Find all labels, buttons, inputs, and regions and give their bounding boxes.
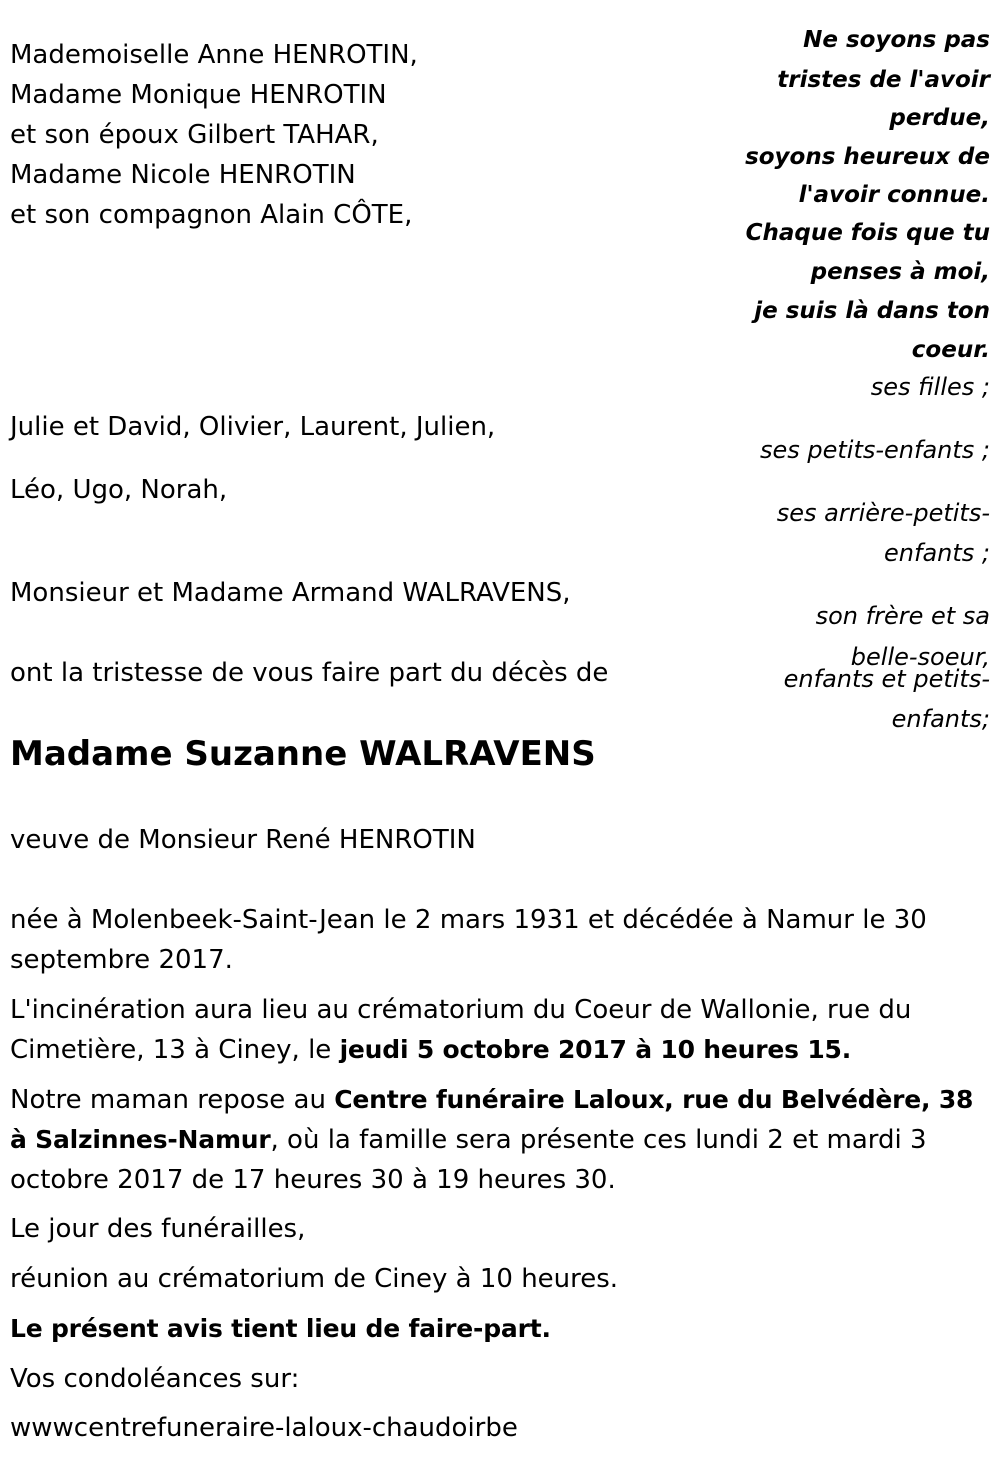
relation-label-brother: enfants et petits- xyxy=(783,665,990,693)
relation-label-daughters: ses filles ; xyxy=(870,373,990,401)
brother-names: Monsieur et Madame Armand WALRAVENS, xyxy=(10,578,571,608)
repose-line xyxy=(10,1080,973,1120)
quote-line: penses à moi, xyxy=(810,259,990,285)
quote-line: coeur. xyxy=(911,337,990,363)
relation-label-brother: belle-soeur, xyxy=(850,643,990,671)
birth-death-line: septembre 2017. xyxy=(10,945,233,975)
funeral-home-address: Centre funéraire Laloux, rue du Belvédère, 38 xyxy=(334,1085,974,1114)
relation-label-brother: enfants; xyxy=(891,705,990,733)
announcement-text: ont la tristesse de vous faire part du décès de xyxy=(10,658,609,688)
condolences-label: Vos condoléances sur: xyxy=(10,1364,300,1394)
family-name-line: et son compagnon Alain CÔTE, xyxy=(10,200,413,230)
quote-line: l'avoir connue. xyxy=(798,182,990,208)
relation-label-great-grandchildren: enfants ; xyxy=(884,539,990,567)
family-name-line: et son époux Gilbert TAHAR, xyxy=(10,120,379,150)
quote-line: perdue, xyxy=(889,105,990,131)
relation-label-great-grandchildren: ses arrière-petits- xyxy=(776,499,990,527)
cremation-location-text: Cimetière, 13 à Ciney, le xyxy=(10,1035,332,1065)
deceased-name: Madame Suzanne WALRAVENS xyxy=(10,734,596,774)
cremation-datetime: jeudi 5 octobre 2017 à 10 heures 15. xyxy=(339,1035,852,1064)
family-name-line: Madame Nicole HENROTIN xyxy=(10,160,356,190)
repose-intro: Notre maman repose au xyxy=(10,1085,326,1115)
quote-line: Ne soyons pas xyxy=(803,27,990,53)
great-grandchildren-names: Léo, Ugo, Norah, xyxy=(10,475,228,505)
funeral-home-address: à Salzinnes-Namur xyxy=(10,1125,271,1154)
notice-statement-text: Le présent avis tient lieu de faire-part. xyxy=(10,1314,551,1343)
quote-line: je suis là dans ton xyxy=(754,298,990,324)
quote-line: tristes de l'avoir xyxy=(777,67,990,93)
funeral-day-line: Le jour des funérailles, xyxy=(10,1214,306,1244)
quote-line: soyons heureux de xyxy=(745,144,990,170)
visiting-hours-text: octobre 2017 de 17 heures 30 à 19 heures 30. xyxy=(10,1165,616,1195)
website-text: wwwcentrefuneraire-laloux-chaudoirbe xyxy=(10,1413,518,1443)
funeral-day-line: réunion au crématorium de Ciney à 10 heures. xyxy=(10,1264,619,1294)
visiting-hours-text: , où la famille sera présente ces lundi 2 et mardi 3 xyxy=(270,1125,927,1155)
notice-statement xyxy=(10,1309,551,1349)
family-name-line: Mademoiselle Anne HENROTIN, xyxy=(10,40,418,70)
family-name-line: Madame Monique HENROTIN xyxy=(10,80,387,110)
cremation-line xyxy=(10,1030,851,1070)
repose-line xyxy=(10,1120,927,1160)
widow-of-text: veuve de Monsieur René HENROTIN xyxy=(10,825,476,855)
grandchildren-names: Julie et David, Olivier, Laurent, Julien, xyxy=(10,412,496,442)
quote-line: Chaque fois que tu xyxy=(745,220,990,246)
relation-label-grandchildren: ses petits-enfants ; xyxy=(759,436,990,464)
relation-label-brother: son frère et sa xyxy=(815,602,990,630)
birth-death-line: née à Molenbeek-Saint-Jean le 2 mars 1931 et décédée à Namur le 30 xyxy=(10,905,927,935)
cremation-line: L'incinération aura lieu au crématorium du Coeur de Wallonie, rue du xyxy=(10,995,912,1025)
